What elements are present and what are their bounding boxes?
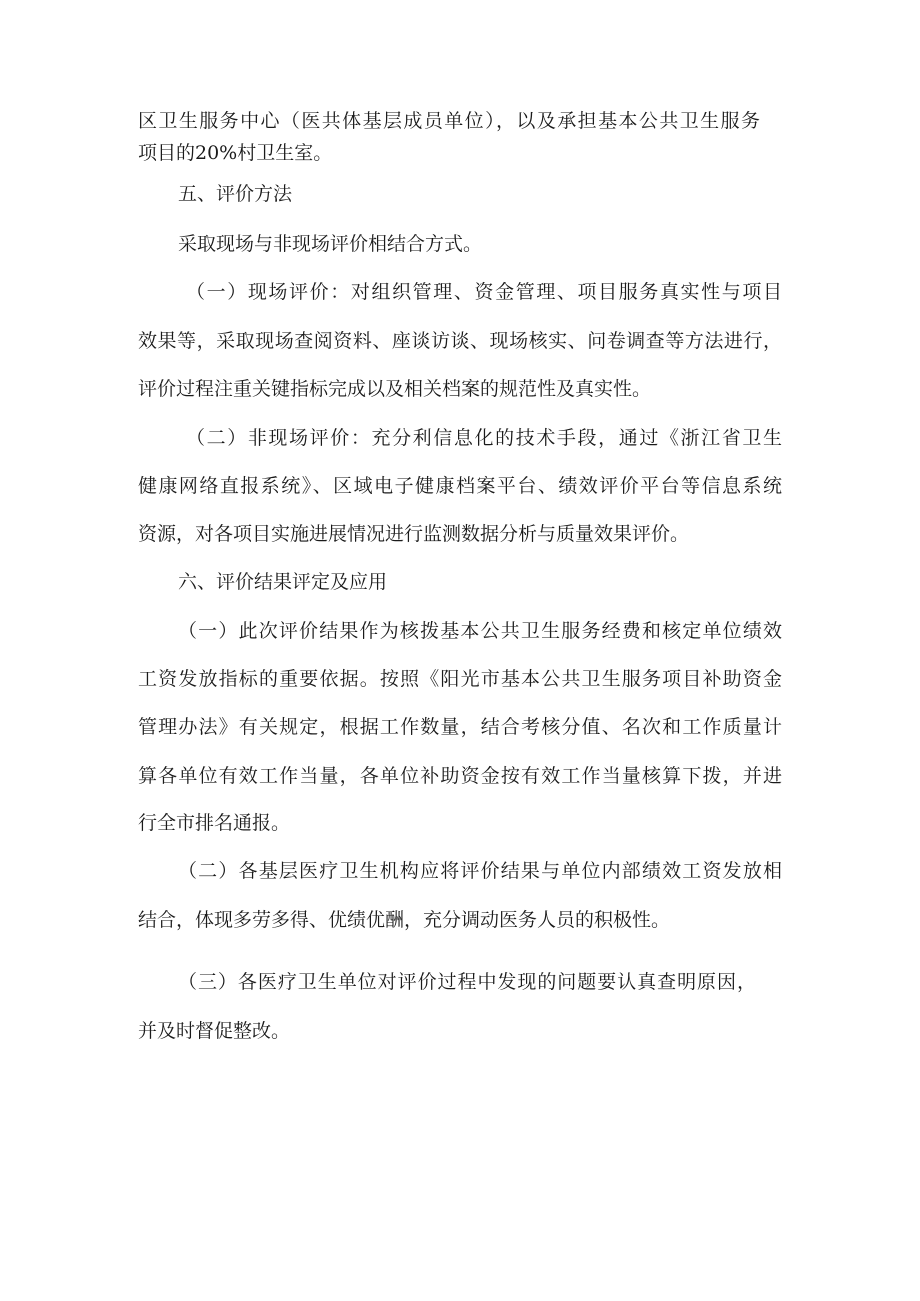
para-1-line-2: 项目的20%村卫生室。 <box>138 142 333 164</box>
para-1-line-1: 区卫生服务中心（医共体基层成员单位），以及承担基本公共卫生服务 <box>138 110 760 132</box>
para-5-line-1: （一）此次评价结果作为核拨基本公共卫生服务经费和核定单位绩效 <box>178 620 782 642</box>
para-4-line-2: 健康网络直报系统》、区域电子健康档案平台、绩效评价平台等信息系统 <box>138 475 782 497</box>
para-4-line-1: （二）非现场评价：充分利信息化的技术手段，通过《浙江省卫生 <box>186 427 782 449</box>
para-3-line-3: 评价过程注重关键指标完成以及相关档案的规范性及真实性。 <box>138 378 652 400</box>
para-7-line-2: 并及时督促整改。 <box>138 1020 291 1042</box>
para-7-line-1: （三）各医疗卫生单位对评价过程中发现的问题要认真查明原因， <box>178 971 756 993</box>
para-3-line-2: 效果等，采取现场查阅资料、座谈访谈、现场核实、问卷调查等方法进行， <box>138 330 782 352</box>
para-6-line-2: 结合，体现多劳多得、优绩优酬，充分调动医务人员的积极性。 <box>138 909 671 931</box>
para-4-line-3: 资源，对各项目实施进展情况进行监测数据分析与质量效果评价。 <box>138 523 690 545</box>
para-3-line-1: （一）现场评价：对组织管理、资金管理、项目服务真实性与项目 <box>186 281 782 303</box>
para-5-line-3: 管理办法》有关规定，根据工作数量，结合考核分值、名次和工作质量计 <box>138 716 782 738</box>
para-5-line-4: 算各单位有效工作当量，各单位补助资金按有效工作当量核算下拨，并进 <box>138 765 782 787</box>
para-5-line-2: 工资发放指标的重要依据。按照《阳光市基本公共卫生服务项目补助资金 <box>138 668 782 690</box>
section-heading-6: 六、评价结果评定及应用 <box>178 571 388 593</box>
para-6-line-1: （二）各基层医疗卫生机构应将评价结果与单位内部绩效工资发放相 <box>178 860 782 882</box>
section-heading-5: 五、评价方法 <box>178 183 293 205</box>
para-2-line-1: 采取现场与非现场评价相结合方式。 <box>178 233 483 255</box>
para-5-line-5: 行全市排名通报。 <box>138 812 291 834</box>
